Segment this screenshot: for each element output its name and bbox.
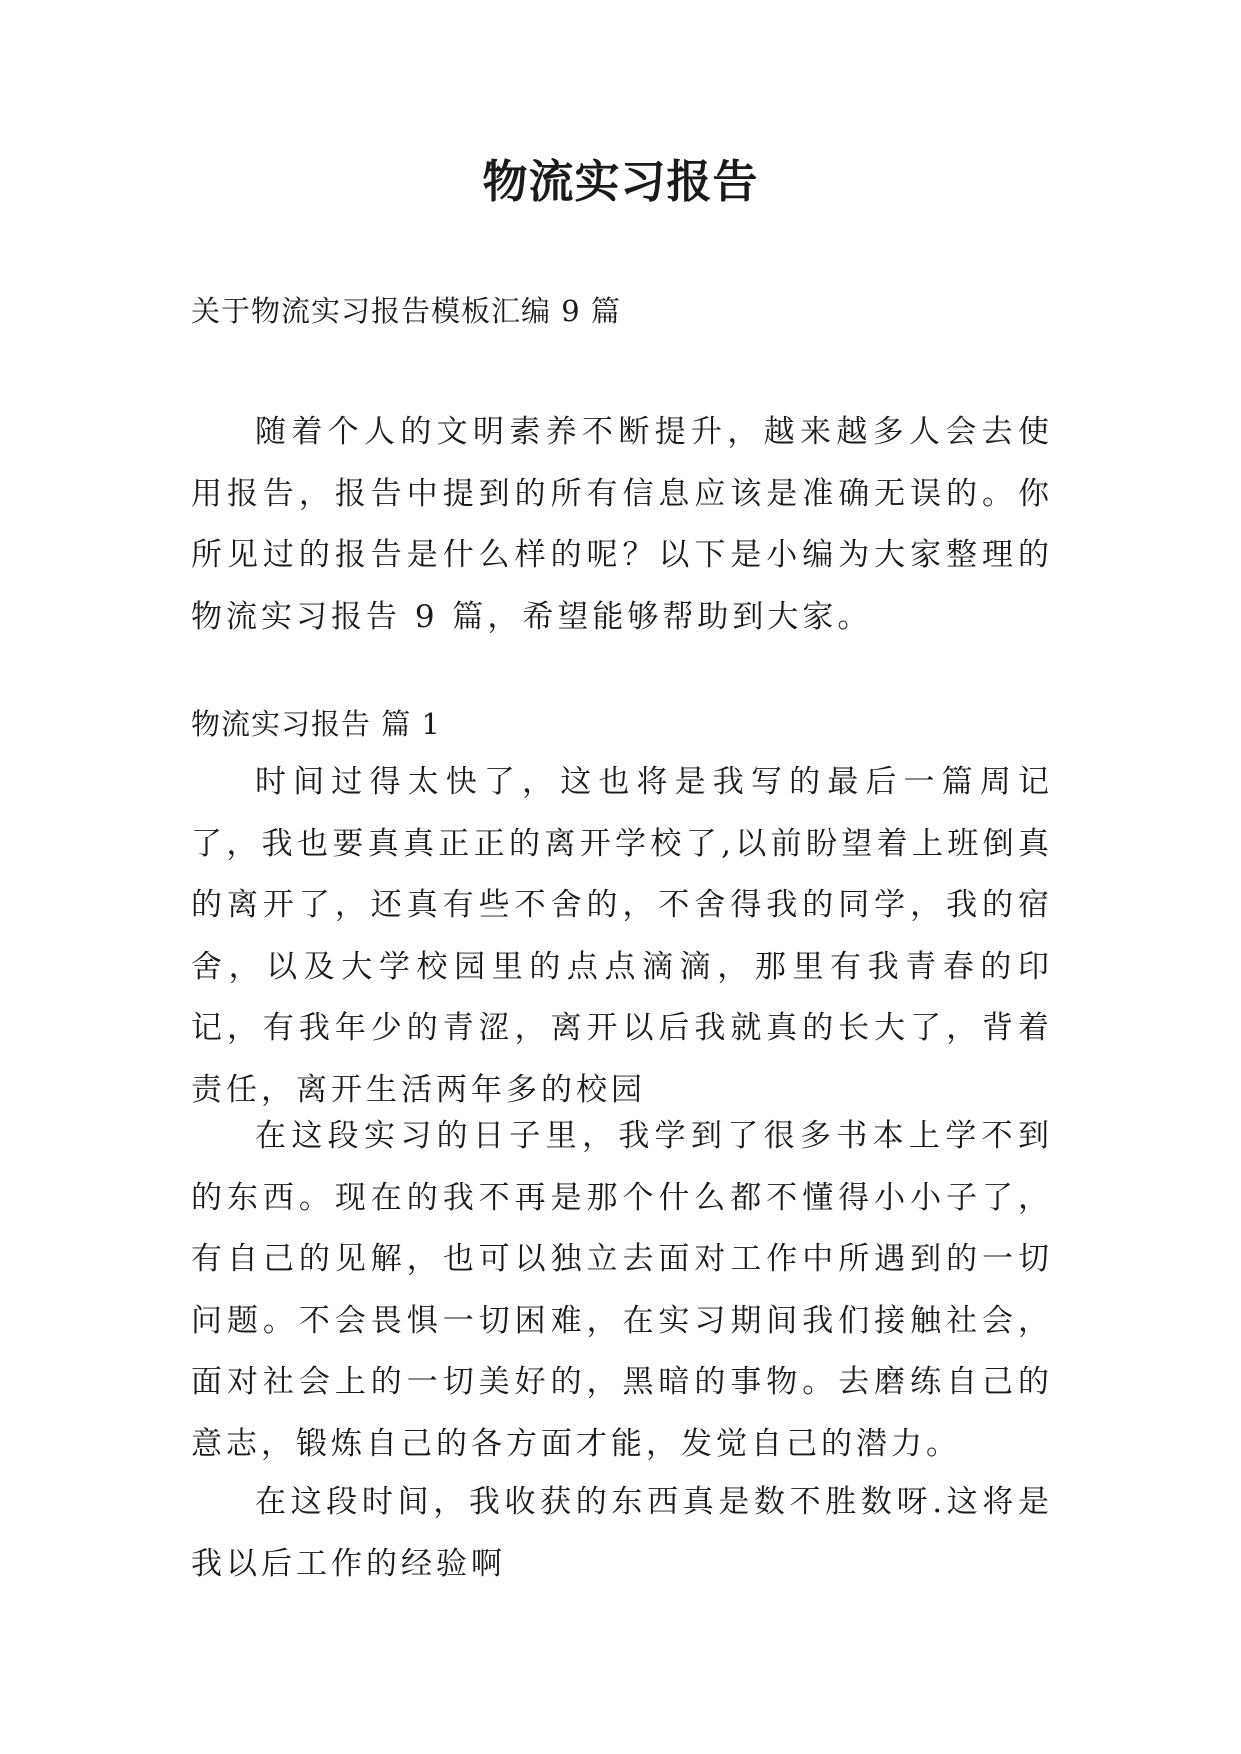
body-paragraph-1: 时间过得太快了，这也将是我写的最后一篇周记了，我也要真真正正的离开学校了,以前盼望着上班倒真的离开了，还真有些不舍的，不舍得我的同学，我的宿舍，以及大学校园里的点点滴滴，那里有我青春的印记，有我年少的青涩，离开以后我就真的长大了，背着责任，离开生活两年多的校园 — [191, 764, 1053, 1108]
document-subtitle: 关于物流实习报告模板汇编 9 篇 — [191, 294, 621, 328]
section-heading: 物流实习报告 篇 1 — [191, 707, 441, 741]
body-paragraph-3: 在这段时间，我收获的东西真是数不胜数呀.这将是我以后工作的经验啊 — [191, 1484, 1053, 1582]
body-paragraph-2: 在这段实习的日子里，我学到了很多书本上学不到的东西。现在的我不再是那个什么都不懂得小小子了，有自己的见解，也可以独立去面对工作中所遇到的一切问题。不会畏惧一切困难，在实习期间我们接触社会，面对社会上的一切美好的，黑暗的事物。去磨练自己的意志，锻炼自己的各方面才能，发觉自己的潜力。 — [191, 1118, 1053, 1462]
intro-paragraph: 随着个人的文明素养不断提升，越来越多人会去使用报告，报告中提到的所有信息应该是准确无误的。你所见过的报告是什么样的呢？以下是小编为大家整理的物流实习报告 9 篇，希望能够帮助到大家。 — [191, 414, 1053, 635]
document-title: 物流实习报告 — [482, 155, 759, 208]
